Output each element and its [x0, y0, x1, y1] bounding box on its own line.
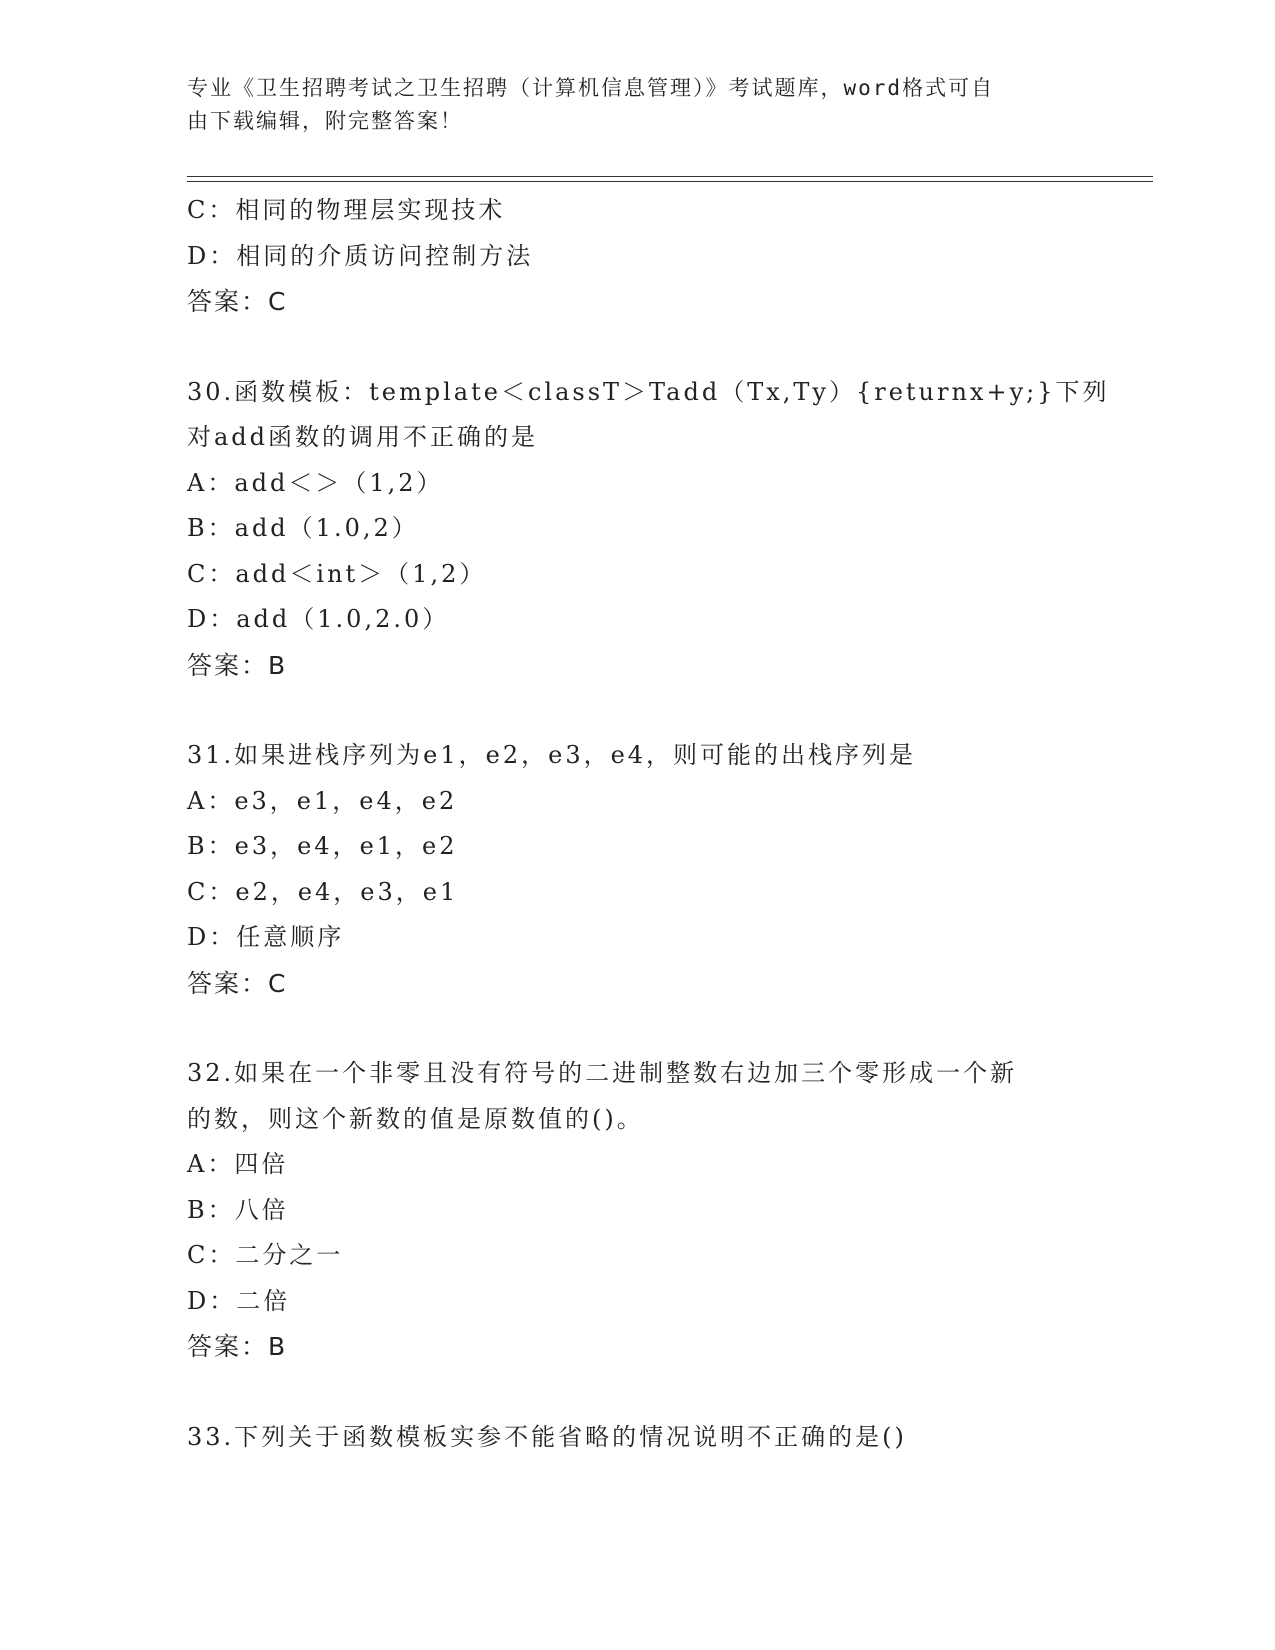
option-c: C：二分之一 [187, 1241, 344, 1269]
spacer [187, 1006, 1127, 1051]
answer: 答案：B [187, 650, 288, 680]
option-a: A：add＜＞（1,2） [187, 468, 444, 497]
spacer [187, 325, 1127, 370]
answer: 答案：B [187, 1332, 288, 1361]
answer: 答案：C [187, 287, 288, 316]
header-line-2: 由下载编辑，附完整答案！ [187, 109, 463, 133]
question-32 [187, 1051, 1127, 1370]
question-stem-line: 31.如果进栈序列为e1，e2，e3，e4，则可能的出栈序列是 [187, 741, 917, 769]
option-d: D：相同的介质访问控制方法 [187, 241, 534, 270]
header-divider-top [187, 176, 1153, 177]
option-c: C：e2，e4，e3，e1 [187, 877, 459, 906]
question-stem-line: 对add函数的调用不正确的是 [187, 423, 539, 451]
option-d: D：二倍 [187, 1286, 291, 1315]
question-stem-line: 32.如果在一个非零且没有符号的二进制整数右边加三个零形成一个新 [187, 1059, 1018, 1087]
header-line-1: 专业《卫生招聘考试之卫生招聘（计算机信息管理）》考试题库，word格式可自 [187, 76, 995, 100]
question-30 [187, 370, 1127, 689]
document-header [187, 72, 1087, 138]
question-stem-line: 30.函数模板：template＜classT＞Tadd（Tx,Ty）{returnx+y;}下列 [187, 377, 1110, 406]
option-d: D：add（1.0,2.0） [187, 605, 450, 633]
option-b: B：e3，e4，e1，e2 [187, 832, 458, 860]
option-b: B：八倍 [187, 1195, 289, 1224]
option-c: C：相同的物理层实现技术 [187, 196, 506, 224]
question-31 [187, 733, 1127, 1006]
option-a: A：e3，e1，e4，e2 [187, 786, 458, 815]
question-list [187, 188, 1127, 1460]
answer: 答案：C [187, 968, 288, 998]
spacer [187, 1370, 1127, 1415]
option-c: C：add＜int＞（1,2） [187, 559, 487, 588]
option-a: A：四倍 [187, 1150, 289, 1178]
question-29-continuation [187, 188, 1127, 325]
question-stem-line: 的数，则这个新数的值是原数值的()。 [187, 1104, 644, 1133]
header-divider-bottom [187, 181, 1153, 182]
spacer [187, 688, 1127, 733]
option-b: B：add（1.0,2） [187, 514, 419, 542]
question-33 [187, 1415, 1127, 1461]
option-d: D：任意顺序 [187, 923, 345, 951]
question-stem-line: 33.下列关于函数模板实参不能省略的情况说明不正确的是() [187, 1422, 907, 1451]
